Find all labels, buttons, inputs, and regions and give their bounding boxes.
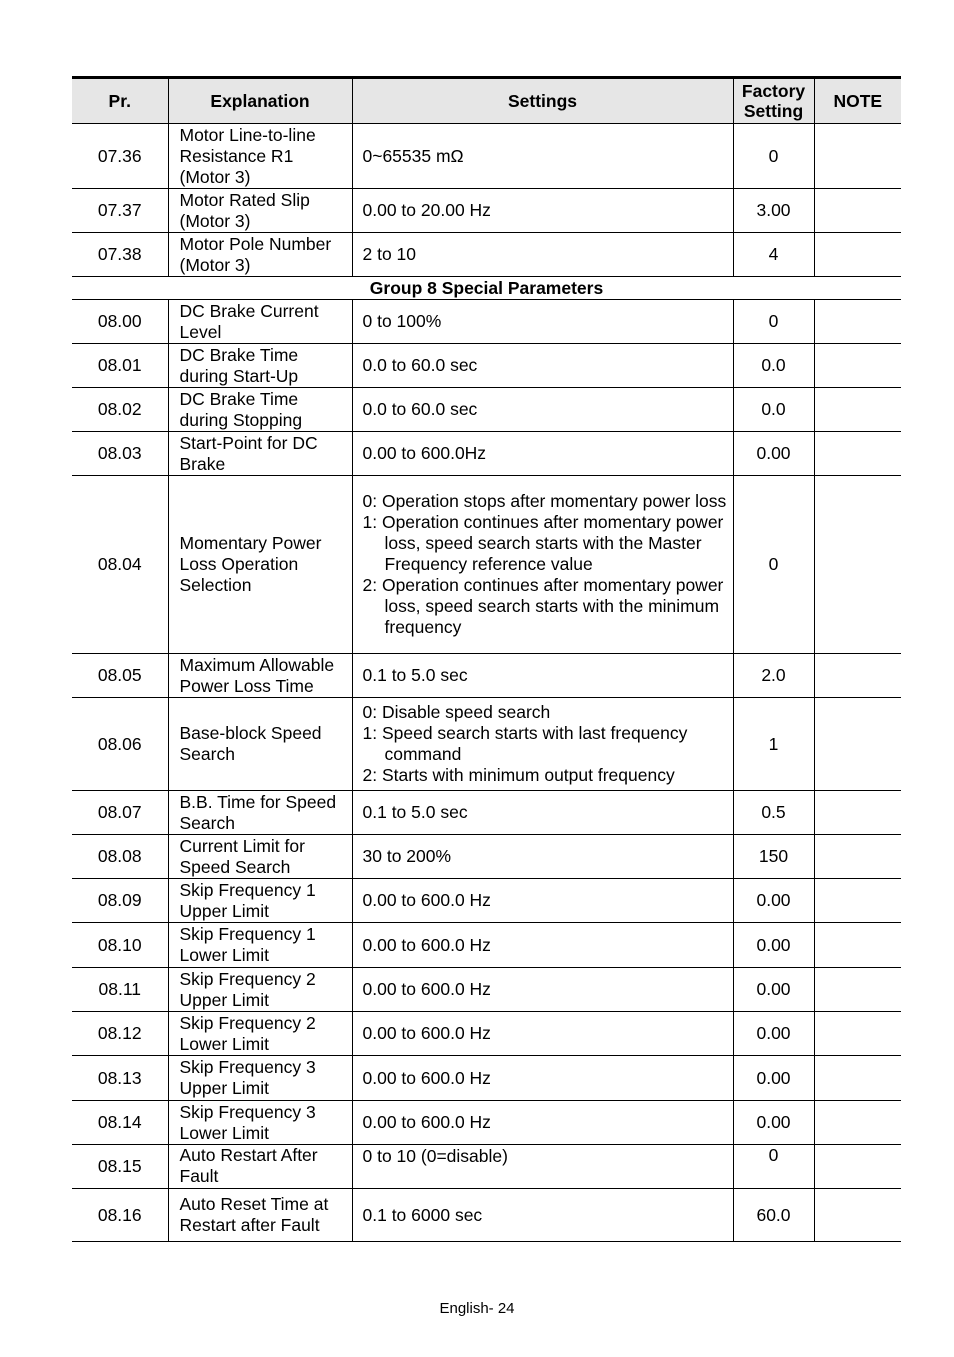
- factory-setting-value: 4: [733, 233, 814, 277]
- header-row: [72, 78, 901, 124]
- parameter-code: 08.14: [72, 1101, 168, 1145]
- table-row: [72, 233, 901, 277]
- parameter-code: 08.02: [72, 388, 168, 432]
- parameter-settings: [352, 1056, 733, 1101]
- parameter-settings: [352, 233, 733, 277]
- parameter-settings: [352, 124, 733, 189]
- setting-line: 0~65535 mΩ: [362, 145, 464, 166]
- parameter-settings: [352, 1101, 733, 1145]
- factory-setting-value: 150: [733, 835, 814, 879]
- table-header: [72, 78, 901, 124]
- header-explanation: Explanation: [168, 78, 352, 124]
- parameter-settings: [352, 835, 733, 879]
- parameter-code: 08.13: [72, 1056, 168, 1101]
- page-number: English- 24: [439, 1300, 515, 1317]
- note-cell: [814, 388, 901, 432]
- table-row: [72, 344, 901, 388]
- note-cell: [814, 476, 901, 654]
- table-row: [72, 1145, 901, 1189]
- factory-setting-value: 3.00: [733, 189, 814, 233]
- note-cell: [814, 654, 901, 698]
- table-row: [72, 968, 901, 1012]
- parameter-explanation: Skip Frequency 1 Upper Limit: [168, 879, 352, 923]
- factory-setting-value: 60.0: [733, 1189, 814, 1242]
- parameter-code: 07.38: [72, 233, 168, 277]
- note-cell: [814, 233, 901, 277]
- note-cell: [814, 923, 901, 968]
- setting-line: 0.00 to 600.0 Hz: [362, 1067, 491, 1088]
- factory-setting-value: 0.00: [733, 968, 814, 1012]
- parameter-explanation: Motor Line-to-line Resistance R1 (Motor 3): [168, 124, 352, 189]
- parameter-explanation: B.B. Time for Speed Search: [168, 791, 352, 835]
- note-cell: [814, 698, 901, 791]
- note-cell: [814, 1101, 901, 1145]
- factory-setting-value: 0.0: [733, 388, 814, 432]
- setting-line: 0.1 to 5.0 sec: [362, 802, 468, 822]
- setting-line: 0: Operation stops after momentary power loss: [362, 491, 727, 511]
- header-pr: Pr.: [72, 78, 168, 124]
- parameter-explanation: DC Brake Time during Start-Up: [168, 344, 352, 388]
- parameter-explanation: Momentary Power Loss Operation Selection: [168, 476, 352, 654]
- table-row: [72, 923, 901, 968]
- table-row: [72, 300, 901, 344]
- note-cell: [814, 1189, 901, 1242]
- setting-line: 0.00 to 600.0 Hz: [362, 934, 491, 955]
- setting-line: 0.00 to 20.00 Hz: [362, 200, 491, 220]
- note-cell: [814, 835, 901, 879]
- parameter-code: 08.01: [72, 344, 168, 388]
- parameter-code: 08.12: [72, 1012, 168, 1056]
- parameter-explanation: Skip Frequency 2 Upper Limit: [168, 968, 352, 1012]
- table-row: [72, 388, 901, 432]
- group-heading-row: [72, 277, 901, 300]
- parameter-explanation: Auto Reset Time at Restart after Fault: [168, 1189, 352, 1242]
- setting-line: 0.0 to 60.0 sec: [362, 355, 478, 375]
- note-cell: [814, 1145, 901, 1189]
- note-cell: [814, 968, 901, 1012]
- table-row: [72, 432, 901, 476]
- parameter-settings: [352, 189, 733, 233]
- note-cell: [814, 189, 901, 233]
- parameter-code: 08.06: [72, 698, 168, 791]
- factory-setting-value: 0.5: [733, 791, 814, 835]
- parameter-settings: [352, 344, 733, 388]
- factory-setting-value: 0.00: [733, 923, 814, 968]
- parameter-settings: [352, 698, 733, 791]
- parameter-code: 08.09: [72, 879, 168, 923]
- parameter-settings: [352, 1145, 733, 1189]
- note-cell: [814, 791, 901, 835]
- table-row: [72, 1056, 901, 1101]
- note-cell: [814, 344, 901, 388]
- parameter-explanation: Skip Frequency 1 Lower Limit: [168, 923, 352, 968]
- table-row: [72, 654, 901, 698]
- parameter-code: 08.07: [72, 791, 168, 835]
- parameter-code: 08.00: [72, 300, 168, 344]
- parameter-settings: [352, 1012, 733, 1056]
- parameter-explanation: Motor Pole Number (Motor 3): [168, 233, 352, 277]
- note-cell: [814, 124, 901, 189]
- note-cell: [814, 300, 901, 344]
- setting-line: 30 to 200%: [362, 846, 452, 866]
- group-heading: Group 8 Special Parameters: [72, 277, 901, 300]
- setting-line: 1: Operation continues after momentary power loss, speed search starts with the Master Frequency reference value: [362, 512, 724, 574]
- parameter-table: [72, 76, 901, 1242]
- note-cell: [814, 879, 901, 923]
- factory-setting-value: 0.00: [733, 1101, 814, 1145]
- parameter-settings: [352, 879, 733, 923]
- setting-line: 0.00 to 600.0 Hz: [362, 1112, 491, 1132]
- setting-line: 0.00 to 600.0 Hz: [362, 1023, 491, 1043]
- factory-setting-value: 0.00: [733, 432, 814, 476]
- header-settings: Settings: [352, 78, 733, 124]
- parameter-code: 08.08: [72, 835, 168, 879]
- factory-setting-value: 0: [733, 1145, 814, 1189]
- factory-setting-value: 2.0: [733, 654, 814, 698]
- parameter-code: 08.03: [72, 432, 168, 476]
- setting-line: 0.00 to 600.0 Hz: [362, 979, 491, 999]
- parameter-explanation: Auto Restart After Fault: [168, 1145, 352, 1189]
- table-row: [72, 476, 901, 654]
- header-note: NOTE: [814, 78, 901, 124]
- parameter-code: 07.36: [72, 124, 168, 189]
- table-body: [72, 124, 901, 1242]
- parameter-settings: [352, 300, 733, 344]
- table-row: [72, 698, 901, 791]
- setting-line: 0.0 to 60.0 sec: [362, 399, 478, 419]
- setting-line: 0 to 100%: [362, 311, 442, 331]
- parameter-code: 08.15: [72, 1145, 168, 1189]
- table-row: [72, 791, 901, 835]
- factory-setting-value: 0: [733, 300, 814, 344]
- table-row: [72, 1189, 901, 1242]
- parameter-code: 08.11: [72, 968, 168, 1012]
- factory-setting-value: 1: [733, 698, 814, 791]
- table-row: [72, 835, 901, 879]
- setting-line: 0: Disable speed search: [362, 702, 551, 722]
- setting-line: 0.1 to 6000 sec: [362, 1204, 483, 1225]
- parameter-explanation: Skip Frequency 2 Lower Limit: [168, 1012, 352, 1056]
- setting-line: 1: Speed search starts with last frequency command: [362, 723, 688, 764]
- note-cell: [814, 1012, 901, 1056]
- parameter-code: 08.05: [72, 654, 168, 698]
- parameter-settings: [352, 388, 733, 432]
- factory-setting-value: 0.00: [733, 879, 814, 923]
- parameter-settings: [352, 1189, 733, 1242]
- parameter-settings: [352, 432, 733, 476]
- parameter-explanation: Skip Frequency 3 Upper Limit: [168, 1056, 352, 1101]
- setting-line: 0.00 to 600.0Hz: [362, 443, 487, 463]
- parameter-settings: [352, 968, 733, 1012]
- parameter-explanation: Base-block Speed Search: [168, 698, 352, 791]
- parameter-explanation: Maximum Allowable Power Loss Time: [168, 654, 352, 698]
- parameter-settings: [352, 476, 733, 654]
- parameter-code: 08.16: [72, 1189, 168, 1242]
- table-row: [72, 124, 901, 189]
- setting-line: 0 to 10 (0=disable): [362, 1146, 508, 1166]
- parameter-explanation: Current Limit for Speed Search: [168, 835, 352, 879]
- setting-line: 2: Starts with minimum output frequency: [362, 765, 675, 785]
- table-row: [72, 1012, 901, 1056]
- parameter-explanation: DC Brake Current Level: [168, 300, 352, 344]
- factory-setting-value: 0.0: [733, 344, 814, 388]
- parameter-explanation: Skip Frequency 3 Lower Limit: [168, 1101, 352, 1145]
- parameter-settings: [352, 654, 733, 698]
- parameter-code: 07.37: [72, 189, 168, 233]
- parameter-explanation: Start-Point for DC Brake: [168, 432, 352, 476]
- setting-line: 0.1 to 5.0 sec: [362, 665, 468, 685]
- parameter-code: 08.10: [72, 923, 168, 968]
- note-cell: [814, 1056, 901, 1101]
- table-row: [72, 1101, 901, 1145]
- parameter-settings: [352, 923, 733, 968]
- parameter-settings: [352, 791, 733, 835]
- factory-setting-value: 0.00: [733, 1012, 814, 1056]
- setting-line: 2: Operation continues after momentary power loss, speed search starts with the minimum frequency: [362, 575, 724, 637]
- factory-setting-value: 0.00: [733, 1056, 814, 1101]
- table-row: [72, 189, 901, 233]
- setting-line: 2 to 10: [362, 244, 417, 264]
- table-row: [72, 879, 901, 923]
- header-factory-setting: Factory Setting: [733, 78, 814, 124]
- factory-setting-value: 0: [733, 124, 814, 189]
- setting-line: 0.00 to 600.0 Hz: [362, 890, 491, 910]
- parameter-explanation: DC Brake Time during Stopping: [168, 388, 352, 432]
- note-cell: [814, 432, 901, 476]
- factory-setting-value: 0: [733, 476, 814, 654]
- parameter-code: 08.04: [72, 476, 168, 654]
- parameter-explanation: Motor Rated Slip (Motor 3): [168, 189, 352, 233]
